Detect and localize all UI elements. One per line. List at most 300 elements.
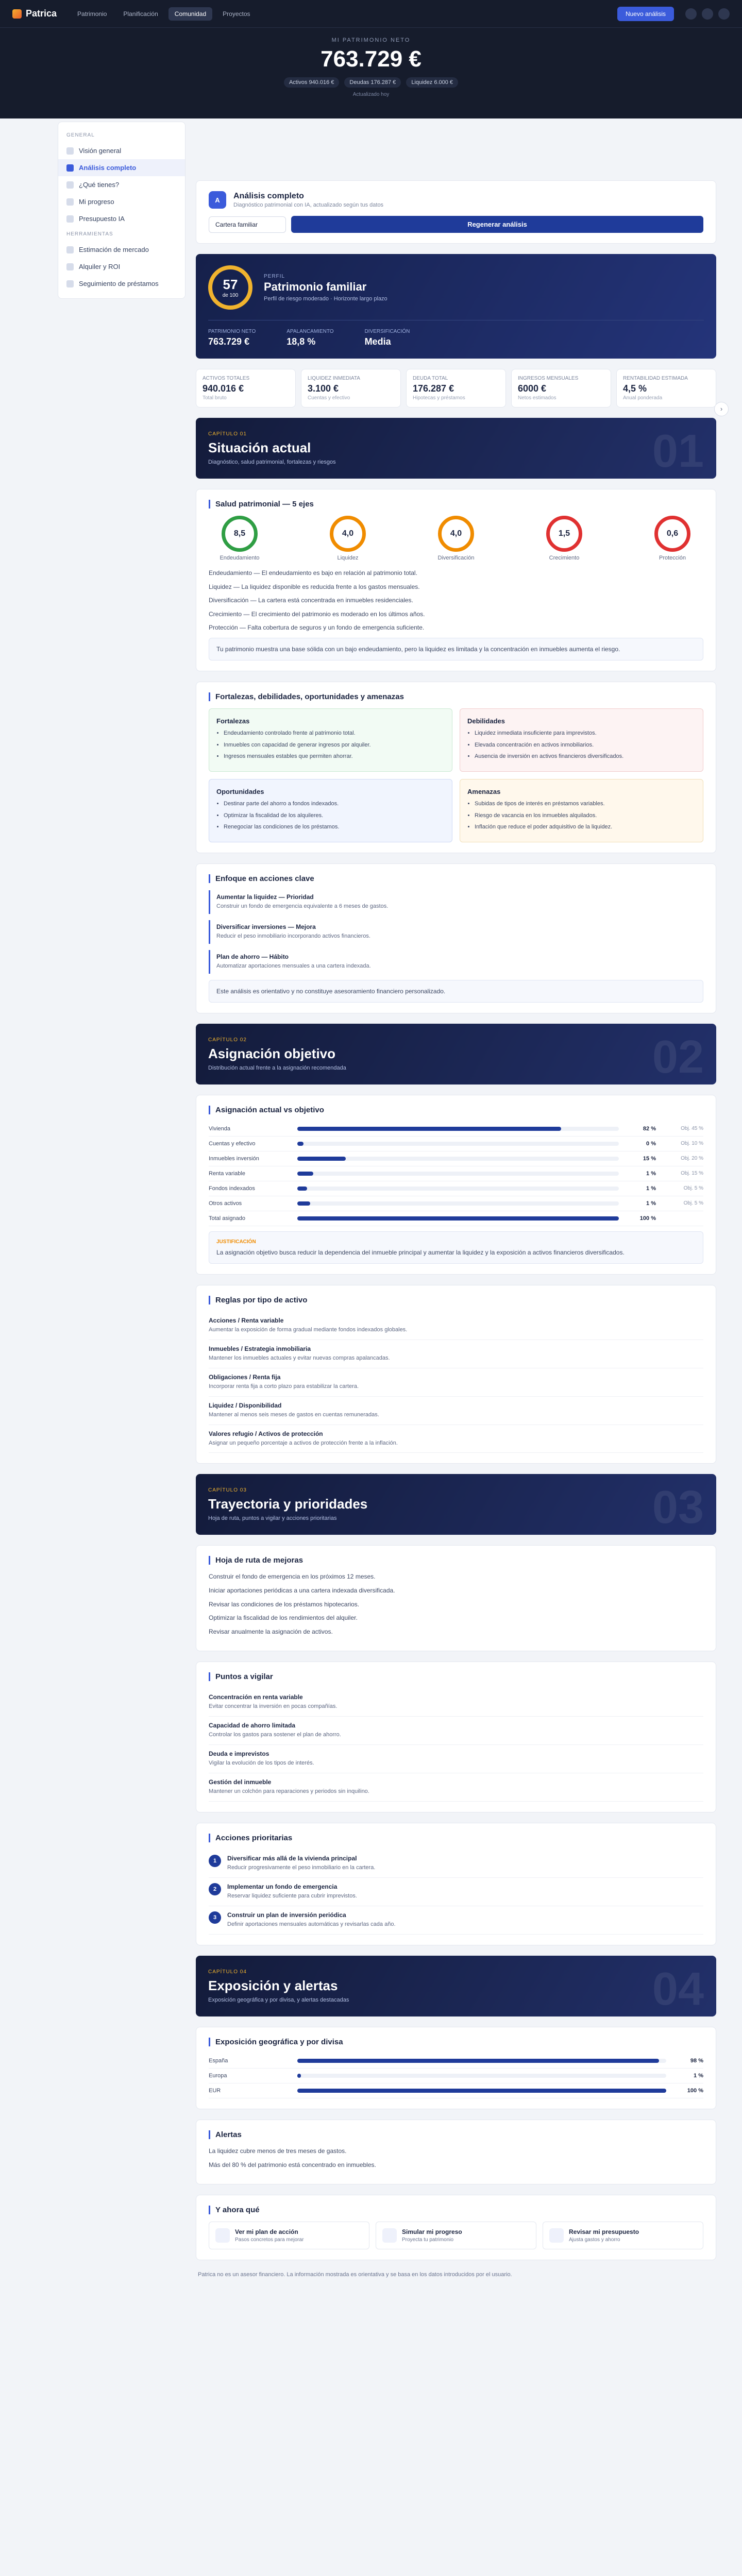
priority-item (209, 1850, 703, 1878)
section-title: Acciones prioritarias (209, 1834, 703, 1842)
chapter-subtitle: Distribución actual frente a la asignación recomendada (208, 1064, 346, 1071)
chevron-right-icon[interactable]: › (714, 402, 729, 416)
score-value: 57 (223, 277, 238, 292)
net-worth-hero (0, 28, 742, 97)
brand-name: Patrica (26, 8, 57, 19)
key-actions-card (196, 863, 716, 1013)
kpi-value: 3.100 € (308, 383, 339, 394)
watch-item (209, 1717, 703, 1745)
bar-label: Otros activos (209, 1200, 242, 1207)
bar-value: 82 % (643, 1125, 656, 1132)
assets-chip: Activos 940.016 € (284, 77, 339, 88)
swot-item: • Elevada concentración en activos inmobiliarios. (475, 741, 696, 750)
watch-item (209, 1773, 703, 1802)
priority-card (196, 1823, 716, 1945)
bar-fill (297, 2059, 659, 2063)
bar-target: Obj. 15 % (681, 1171, 703, 1177)
stat-value: Media (364, 336, 391, 347)
donut-label: Liquidez (337, 555, 359, 561)
sidebar-heading-general: GENERAL (66, 132, 95, 138)
chapter-kicker: CAPÍTULO 03 (208, 1487, 247, 1494)
watch-title: Concentración en renta variable (209, 1693, 303, 1701)
chapter-title: Exposición y alertas (208, 1978, 338, 1993)
kpi-sub: Cuentas y efectivo (308, 395, 350, 401)
donut-ring: 4,0 (438, 516, 474, 552)
kpi-value: 940.016 € (203, 383, 244, 394)
priority-number: 3 (209, 1911, 221, 1924)
rule-item (209, 1340, 703, 1368)
rationale-text: La asignación objetivo busca reducir la dependencia del inmueble principal y aumentar la liquidez y la exposición a activos financieros diversificados. (216, 1248, 625, 1256)
roadmap-card (196, 1545, 716, 1651)
analysis-header-card (196, 180, 716, 244)
health-paragraph: Crecimiento — El crecimiento del patrimonio es moderado en los últimos años. (209, 610, 425, 618)
priority-desc: Reducir progresivamente el peso inmobiliario en la cartera. (227, 1865, 376, 1871)
priority-number: 1 (209, 1855, 221, 1867)
swot-item: • Endeudamiento controlado frente al patrimonio total. (224, 729, 445, 738)
priority-title: Implementar un fondo de emergencia (227, 1883, 338, 1891)
top-header (0, 0, 742, 118)
kpi-row (196, 369, 716, 408)
loan-icon (66, 280, 74, 287)
bar-value: 1 % (646, 1185, 656, 1192)
exposure-rows (209, 2054, 703, 2098)
allocation-card (196, 1095, 716, 1275)
step-title: Revisar mi presupuesto (569, 2228, 639, 2236)
sidebar-item-progreso[interactable] (58, 193, 185, 210)
score-gauge (208, 265, 252, 310)
next-step-simulate[interactable] (376, 2222, 536, 2249)
bar-value: 0 % (646, 1140, 656, 1147)
health-summary: Tu patrimonio muestra una base sólida con un bajo endeudamiento, pero la liquidez es limitada y la concentración en inmuebles aumenta el riesgo. (209, 638, 703, 660)
stat-label: PATRIMONIO NETO (208, 329, 256, 334)
stat-label: DIVERSIFICACIÓN (364, 329, 410, 334)
sidebar-item-label: Mi progreso (79, 198, 114, 206)
swot-heading: Oportunidades (216, 787, 264, 795)
action-desc: Automatizar aportaciones mensuales a una cartera indexada. (216, 962, 371, 969)
kpi-label: ACTIVOS TOTALES (203, 376, 250, 381)
step-title: Ver mi plan de acción (235, 2228, 298, 2236)
swot-item: • Subidas de tipos de interés en préstamos variables. (475, 800, 696, 808)
action-item (209, 920, 703, 944)
section-title: Enfoque en acciones clave (209, 874, 703, 883)
chapter-number: 01 (652, 426, 704, 477)
wallet-icon (66, 181, 74, 189)
swot-card (196, 682, 716, 853)
main-content (196, 180, 716, 2290)
sidebar-item-label: Análisis completo (79, 164, 137, 172)
section-title: Asignación actual vs objetivo (209, 1106, 703, 1114)
nav-icons (685, 8, 730, 20)
kpi-value: 6000 € (518, 383, 547, 394)
chapter-title: Trayectoria y prioridades (208, 1496, 368, 1512)
alert-item: Más del 80 % del patrimonio está concentrado en inmuebles. (209, 2161, 376, 2168)
chapter-banner-3 (196, 1474, 716, 1535)
health-donut (642, 516, 703, 561)
bar-row (209, 2054, 703, 2069)
rule-desc: Mantener los inmuebles actuales y evitar nuevas compras apalancadas. (209, 1354, 390, 1361)
bar-track (297, 2074, 666, 2078)
bar-track (297, 1201, 619, 1206)
rule-title: Valores refugio / Activos de protección (209, 1430, 323, 1437)
regenerate-button[interactable]: Regenerar análisis (291, 216, 703, 233)
chapter-number: 03 (652, 1482, 704, 1534)
sidebar-item-prestamos[interactable] (58, 275, 185, 292)
bar-label: Fondos indexados (209, 1185, 255, 1192)
bar-fill (297, 1201, 310, 1206)
kpi-sub: Hipotecas y préstamos (413, 395, 465, 401)
donut-ring: 4,0 (330, 516, 366, 552)
rationale-kicker: JUSTIFICACIÓN (216, 1239, 256, 1245)
bar-track (297, 1157, 619, 1161)
analysis-icon: A (209, 191, 226, 209)
sidebar-item-label: Visión general (79, 147, 122, 155)
bar-label: Inmuebles inversión (209, 1155, 259, 1162)
chapter-banner-1 (196, 418, 716, 479)
bar-row (209, 1196, 703, 1211)
bar-target: Obj. 10 % (681, 1141, 703, 1147)
section-title: Fortalezas, debilidades, oportunidades y amenazas (209, 692, 703, 701)
sidebar-item-analisis[interactable] (58, 159, 185, 176)
priority-desc: Definir aportaciones mensuales automáticas y revisarlas cada año. (227, 1921, 396, 1928)
swot-heading: Fortalezas (216, 717, 250, 725)
hero-value: 763.729 € (321, 46, 421, 72)
exposure-card (196, 2027, 716, 2109)
sidebar-item-tienes[interactable] (58, 176, 185, 193)
priority-title: Construir un plan de inversión periódica (227, 1911, 346, 1919)
roadmap-item: Revisar las condiciones de los préstamos hipotecarios. (209, 1600, 360, 1608)
health-paragraph: Endeudamiento — El endeudamiento es bajo en relación al patrimonio total. (209, 569, 417, 577)
roadmap-item: Revisar anualmente la asignación de activos. (209, 1628, 333, 1635)
weaknesses-box (460, 708, 703, 772)
step-desc: Proyecta tu patrimonio (402, 2237, 454, 2243)
watch-desc: Controlar los gastos para sostener el plan de ahorro. (209, 1732, 341, 1738)
bar-fill (297, 1157, 346, 1161)
roadmap-item: Construir el fondo de emergencia en los próximos 12 meses. (209, 1573, 376, 1581)
priority-number: 2 (209, 1883, 221, 1895)
roadmap-item: Iniciar aportaciones periódicas a una cartera indexada diversificada. (209, 1587, 395, 1595)
donut-ring: 0,6 (654, 516, 690, 552)
bar-value: 98 % (690, 2058, 703, 2064)
priority-title: Diversificar más allá de la vivienda principal (227, 1855, 357, 1862)
donut-label: Protección (659, 555, 686, 561)
health-donut (209, 516, 271, 561)
kpi-sub: Total bruto (203, 395, 227, 401)
kpi-card (301, 369, 401, 408)
watch-title: Gestión del inmueble (209, 1778, 272, 1786)
watch-desc: Mantener un colchón para reparaciones y periodos sin inquilino. (209, 1788, 369, 1795)
bar-fill (297, 1216, 619, 1221)
rule-desc: Mantener al menos seis meses de gastos en cuentas remuneradas. (209, 1411, 379, 1418)
bar-track (297, 1142, 619, 1146)
health-paragraph: Diversificación — La cartera está concentrada en inmuebles residenciales. (209, 597, 413, 604)
notification-icon[interactable] (685, 8, 697, 20)
action-item (209, 890, 703, 914)
section-title: Reglas por tipo de activo (209, 1296, 703, 1304)
bar-fill (297, 1142, 303, 1146)
chapter-number: 04 (652, 1963, 704, 2015)
profile-subtitle: Perfil de riesgo moderado · Horizonte largo plazo (264, 295, 387, 302)
bar-fill (297, 1127, 561, 1131)
bar-fill (297, 2074, 301, 2078)
budget-icon (66, 215, 74, 223)
bar-row (209, 1122, 703, 1137)
nav-tab-patrimonio[interactable]: Patrimonio (77, 10, 107, 18)
bar-row (209, 1181, 703, 1196)
bar-label: España (209, 2058, 228, 2064)
market-icon (66, 246, 74, 253)
kpi-label: DEUDA TOTAL (413, 376, 448, 381)
chapter-banner-4 (196, 1956, 716, 2016)
sidebar-heading-tools: HERRAMIENTAS (66, 231, 113, 237)
nav-tab-proyectos[interactable]: Proyectos (223, 10, 250, 18)
health-donut (425, 516, 487, 561)
brand-logo[interactable] (12, 8, 57, 19)
rule-title: Inmuebles / Estrategia inmobiliaria (209, 1345, 311, 1352)
portfolio-select[interactable]: Cartera familiar (209, 216, 286, 233)
swot-item: • Liquidez inmediata insuficiente para imprevistos. (475, 729, 696, 738)
action-title: Plan de ahorro — Hábito (216, 953, 289, 960)
chapter-subtitle: Diagnóstico, salud patrimonial, fortalezas y riesgos (208, 459, 336, 465)
watch-card (196, 1662, 716, 1812)
chapter-title: Situación actual (208, 440, 311, 455)
bar-track (297, 1187, 619, 1191)
profile-title: Patrimonio familiar (264, 280, 367, 293)
profile-card (196, 254, 716, 359)
chapter-number: 02 (652, 1031, 704, 1083)
rule-item (209, 1425, 703, 1453)
swot-item: • Ingresos mensuales estables que permiten ahorrar. (224, 752, 445, 761)
hero-updated: Actualizado hoy (352, 92, 390, 97)
bar-value: 100 % (639, 1215, 656, 1222)
chapter-kicker: CAPÍTULO 02 (208, 1037, 247, 1043)
rule-title: Acciones / Renta variable (209, 1316, 284, 1324)
kpi-value: 4,5 % (623, 383, 647, 394)
page-disclaimer: Patrica no es un asesor financiero. La información mostrada es orientativa y se basa en los datos introducidos por el usuario. (198, 2272, 512, 2278)
health-donut (317, 516, 379, 561)
page-title: Análisis completo (233, 192, 304, 200)
swot-item: • Destinar parte del ahorro a fondos indexados. (224, 800, 445, 808)
analysis-icon (66, 164, 74, 172)
bar-fill (297, 1187, 307, 1191)
stat-value: 763.729 € (208, 336, 250, 347)
rule-desc: Asignar un pequeño porcentaje a activos de protección frente a la inflación. (209, 1439, 398, 1446)
sidebar-item-label: Presupuesto IA (79, 215, 125, 223)
bar-value: 15 % (643, 1155, 656, 1162)
sidebar-item-label: ¿Qué tienes? (79, 181, 120, 189)
home-icon (66, 147, 74, 155)
watch-desc: Vigilar la evolución de los tipos de interés. (209, 1760, 314, 1767)
bar-track (297, 1127, 619, 1131)
chapter-banner-2 (196, 1024, 716, 1084)
bar-fill (297, 2089, 666, 2093)
donut-label: Diversificación (437, 555, 475, 561)
swot-heading: Debilidades (467, 717, 505, 725)
next-step-action-plan[interactable] (209, 2222, 369, 2249)
bar-value: 1 % (646, 1200, 656, 1207)
bar-value: 1 % (694, 2073, 703, 2079)
top-nav (0, 0, 742, 28)
swot-item: • Ausencia de inversión en activos financieros diversificados. (475, 752, 696, 761)
plan-icon (215, 2228, 230, 2243)
section-title: Salud patrimonial — 5 ejes (209, 500, 703, 509)
swot-item: • Inmuebles con capacidad de generar ingresos por alquiler. (224, 741, 445, 750)
budget-icon (549, 2228, 564, 2243)
nav-tab-planificacion[interactable]: Planificación (123, 10, 158, 18)
rule-desc: Incorporar renta fija a corto plazo para estabilizar la cartera. (209, 1383, 359, 1389)
swot-item: • Optimizar la fiscalidad de los alquileres. (224, 811, 445, 820)
chart-icon (66, 198, 74, 206)
bar-row (209, 2083, 703, 2098)
chapter-kicker: CAPÍTULO 04 (208, 1969, 247, 1975)
sidebar-item-mercado[interactable] (58, 241, 185, 258)
alerts-card (196, 2120, 716, 2184)
action-desc: Reducir el peso inmobiliario incorporando activos financieros. (216, 933, 370, 939)
hero-chips (0, 77, 742, 88)
threats-box (460, 779, 703, 842)
bar-target: Obj. 45 % (681, 1126, 703, 1132)
nav-tab-comunidad[interactable]: Comunidad (168, 7, 212, 21)
swot-item: • Renegociar las condiciones de los préstamos. (224, 823, 445, 832)
watch-item (209, 1745, 703, 1773)
health-paragraph: Protección — Falta cobertura de seguros y un fondo de emergencia suficiente. (209, 624, 425, 632)
bar-value: 1 % (646, 1170, 656, 1177)
sidebar-item-vision[interactable] (58, 142, 185, 159)
debts-chip: Deudas 176.287 € (344, 77, 401, 88)
bar-row (209, 2069, 703, 2083)
watch-item (209, 1688, 703, 1717)
language-icon[interactable] (702, 8, 713, 20)
bar-label: Cuentas y efectivo (209, 1140, 256, 1147)
bar-track (297, 2059, 666, 2063)
priority-desc: Reservar liquidez suficiente para cubrir imprevistos. (227, 1893, 357, 1900)
action-item (209, 950, 703, 974)
bar-target: Obj. 5 % (683, 1185, 703, 1192)
roadmap-item: Optimizar la fiscalidad de los rendimientos del alquiler. (209, 1614, 358, 1622)
rule-desc: Aumentar la exposición de forma gradual mediante fondos indexados globales. (209, 1326, 408, 1333)
bar-row (209, 1166, 703, 1181)
simulate-icon (382, 2228, 397, 2243)
score-scale: de 100 (222, 293, 239, 298)
kpi-sub: Anual ponderada (623, 395, 663, 401)
action-title: Aumentar la liquidez — Prioridad (216, 893, 314, 901)
rule-item (209, 1397, 703, 1425)
watch-desc: Evitar concentrar la inversión en pocas compañías. (209, 1703, 338, 1710)
bar-label: EUR (209, 2088, 221, 2094)
sidebar-item-label: Alquiler y ROI (79, 263, 121, 270)
alert-item: La liquidez cubre menos de tres meses de gastos. (209, 2147, 347, 2155)
watch-title: Deuda e imprevistos (209, 1750, 269, 1758)
step-desc: Ajusta gastos y ahorro (569, 2237, 620, 2243)
avatar[interactable] (718, 8, 730, 20)
chapter-subtitle: Hoja de ruta, puntos a vigilar y acciones prioritarias (208, 1515, 337, 1522)
disclaimer-note: Este análisis es orientativo y no constituye asesoramiento financiero personalizado. (209, 980, 703, 1003)
kpi-card (616, 369, 716, 408)
bar-row (209, 1151, 703, 1166)
kpi-card (406, 369, 506, 408)
bar-track (297, 2089, 666, 2093)
action-desc: Construir un fondo de emergencia equivalente a 6 meses de gastos. (216, 903, 389, 909)
key-icon (66, 263, 74, 270)
bar-target: Obj. 20 % (681, 1156, 703, 1162)
bar-label: Total asignado (209, 1215, 245, 1222)
section-title: Puntos a vigilar (209, 1672, 703, 1681)
stat-value: 18,8 % (286, 336, 316, 347)
section-title: Y ahora qué (209, 2206, 703, 2214)
action-title: Diversificar inversiones — Mejora (216, 923, 316, 930)
sidebar-item-presupuesto[interactable] (58, 210, 185, 227)
bar-label: Europa (209, 2073, 227, 2079)
rule-item (209, 1368, 703, 1397)
kpi-value: 176.287 € (413, 383, 454, 394)
health-donut (533, 516, 595, 561)
stat-label: APALANCAMIENTO (286, 329, 334, 334)
page-subtitle: Diagnóstico patrimonial con IA, actualizado según tus datos (233, 202, 384, 208)
priority-item (209, 1906, 703, 1935)
swot-item: • Inflación que reduce el poder adquisitivo de la liquidez. (475, 823, 696, 832)
health-paragraph: Liquidez — La liquidez disponible es reducida frente a los gastos mensuales. (209, 583, 420, 590)
section-title: Alertas (209, 2130, 703, 2139)
step-title: Simular mi progreso (402, 2228, 462, 2236)
bar-fill (297, 1172, 313, 1176)
rule-title: Liquidez / Disponibilidad (209, 1401, 282, 1409)
next-step-budget[interactable] (543, 2222, 703, 2249)
allocation-rows (209, 1122, 703, 1226)
kpi-card (196, 369, 296, 408)
bar-row (209, 1211, 703, 1226)
donut-ring: 1,5 (546, 516, 582, 552)
allocation-rationale (209, 1231, 703, 1264)
bar-track (297, 1216, 619, 1221)
swot-item: • Riesgo de vacancia en los inmuebles alquilados. (475, 811, 696, 820)
rules-card (196, 1285, 716, 1464)
bar-track (297, 1172, 619, 1176)
rule-title: Obligaciones / Renta fija (209, 1373, 281, 1381)
health-card (196, 489, 716, 671)
logo-icon (12, 9, 22, 19)
new-analysis-button[interactable]: Nuevo análisis (617, 7, 674, 21)
bar-label: Vivienda (209, 1125, 230, 1132)
liquidity-chip: Liquidez 6.000 € (406, 77, 458, 88)
chapter-subtitle: Exposición geográfica y por divisa, y alertas destacadas (208, 1997, 349, 2003)
swot-heading: Amenazas (467, 787, 501, 795)
opportunities-box (209, 779, 452, 842)
kpi-card (511, 369, 611, 408)
strengths-box (209, 708, 452, 772)
sidebar-item-label: Seguimiento de préstamos (79, 280, 159, 287)
hero-label: MI PATRIMONIO NETO (331, 37, 411, 43)
bar-value: 100 % (687, 2088, 703, 2094)
sidebar (58, 122, 185, 299)
rule-item (209, 1312, 703, 1340)
kpi-sub: Netos estimados (518, 395, 556, 401)
donut-label: Crecimiento (549, 555, 580, 561)
chapter-title: Asignación objetivo (208, 1045, 336, 1061)
profile-kicker: PERFIL (264, 273, 285, 279)
donut-label: Endeudamiento (220, 555, 260, 561)
next-steps-card (196, 2195, 716, 2260)
donut-ring: 8,5 (222, 516, 258, 552)
kpi-label: LIQUIDEZ INMEDIATA (308, 376, 360, 381)
watch-title: Capacidad de ahorro limitada (209, 1722, 296, 1730)
kpi-label: INGRESOS MENSUALES (518, 376, 579, 381)
chapter-kicker: CAPÍTULO 01 (208, 431, 247, 437)
bar-row (209, 1137, 703, 1151)
bar-target: Obj. 5 % (683, 1200, 703, 1207)
priority-item (209, 1878, 703, 1906)
kpi-label: RENTABILIDAD ESTIMADA (623, 376, 688, 381)
sidebar-item-alquiler[interactable] (58, 258, 185, 275)
sidebar-item-label: Estimación de mercado (79, 246, 149, 253)
